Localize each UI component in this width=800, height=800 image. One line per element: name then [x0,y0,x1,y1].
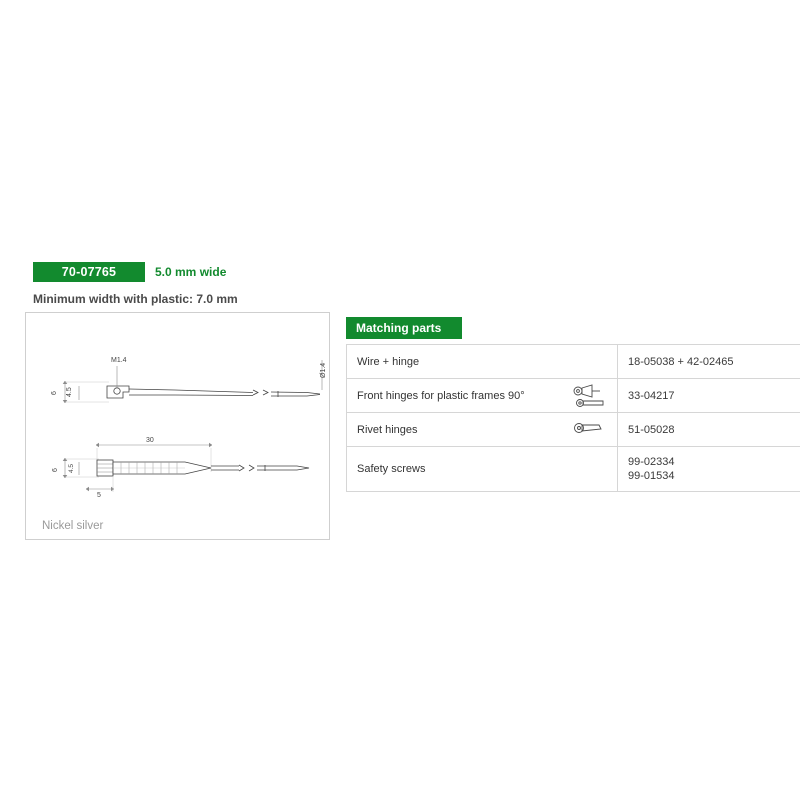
svg-text:5: 5 [97,492,101,499]
part-code: 99-01534 [628,470,675,482]
part-number-badge: 70-07765 [33,262,145,282]
svg-text:4.5: 4.5 [66,387,73,397]
table-row [347,379,800,413]
part-code-cell [618,447,800,492]
part-code-cell [618,413,800,447]
part-name: Safety screws [357,463,426,475]
part-name: Front hinges for plastic frames 90° [357,389,525,402]
table-row [347,413,800,447]
width-label: 5.0 mm wide [155,265,227,279]
svg-text:30: 30 [146,437,154,444]
part-code: 18-05038 + 42-02465 [628,355,734,368]
part-code-cell [618,345,800,379]
part-code: 51-05028 [628,423,675,436]
rivet-hinge-icon [569,417,609,443]
svg-text:Ø1.4: Ø1.4 [320,362,327,378]
part-name-cell [347,413,618,447]
technical-drawing [25,312,330,540]
part-name-cell [347,447,618,492]
part-code-cell [618,379,800,413]
minimum-width-note: Minimum width with plastic: 7.0 mm [33,292,238,306]
part-name: Rivet hinges [357,423,418,436]
svg-text:M1.4: M1.4 [111,357,127,364]
material-label: Nickel silver [42,520,104,532]
matching-parts-table [346,344,800,492]
svg-text:6: 6 [51,391,58,395]
front-hinge-icon [569,383,609,409]
svg-text:6: 6 [52,468,59,472]
svg-text:4.5: 4.5 [68,463,75,473]
part-code: 33-04217 [628,389,675,402]
part-name-cell [347,379,618,413]
table-row [347,447,800,492]
part-name-cell [347,345,618,379]
part-name: Wire + hinge [357,355,420,368]
table-row [347,345,800,379]
matching-parts-title: Matching parts [346,317,462,339]
part-code: 99-02334 [628,456,675,468]
